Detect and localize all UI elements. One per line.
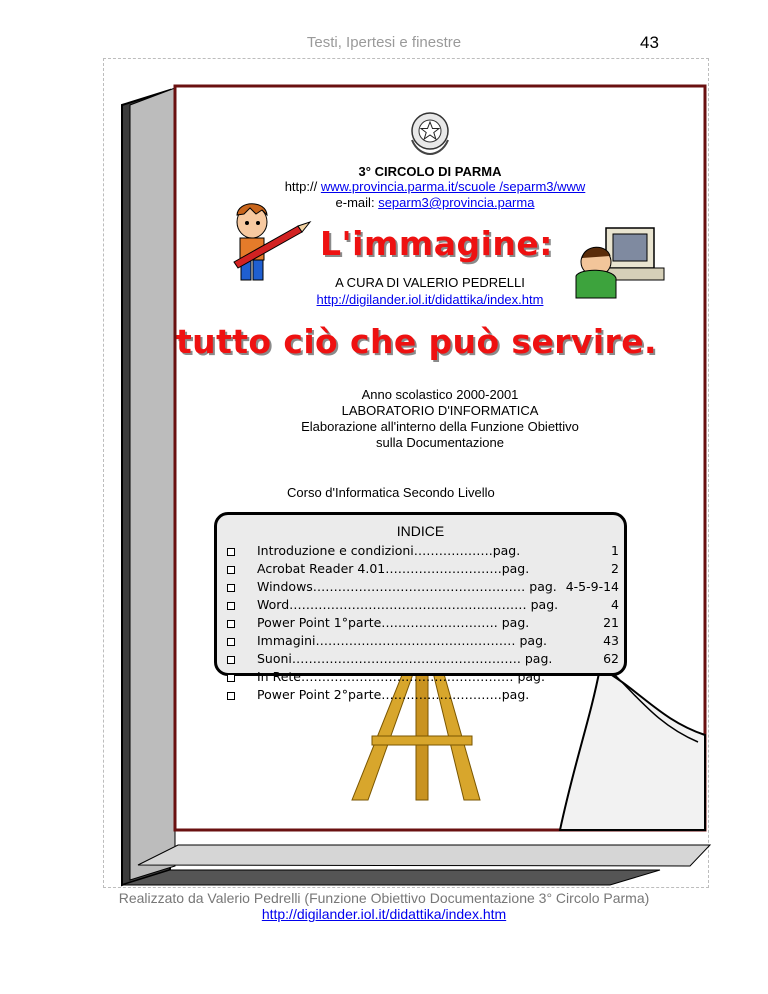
email-link[interactable]: separm3@provincia.parma bbox=[378, 195, 535, 210]
emblem-icon bbox=[412, 113, 448, 154]
bullet-icon bbox=[227, 692, 235, 700]
index-item bbox=[227, 668, 619, 686]
index-item-label: Acrobat Reader 4.01……………………….pag. bbox=[257, 561, 530, 576]
bullet-icon bbox=[227, 602, 235, 610]
info-line-4: sulla Documentazione bbox=[376, 435, 504, 450]
book-back-page bbox=[130, 88, 175, 880]
bullet-icon bbox=[227, 584, 235, 592]
index-box bbox=[214, 512, 627, 702]
cover-title: L'immagine: bbox=[320, 224, 553, 263]
index-item-label: In Rete…………………………………………… pag. bbox=[257, 669, 545, 684]
page-number: 43 bbox=[640, 33, 659, 52]
index-item-label: Word………………………………………………… pag. bbox=[257, 597, 559, 612]
index-item bbox=[227, 632, 619, 650]
index-item-page: 1 bbox=[611, 543, 619, 558]
cover-subtitle: tutto ciò che può servire. bbox=[176, 322, 657, 361]
index-item-label: Immagini………………………………………… pag. bbox=[257, 633, 547, 648]
email-line bbox=[215, 195, 655, 211]
bullet-icon bbox=[227, 566, 235, 574]
bullet-icon bbox=[227, 620, 235, 628]
author-url-link[interactable]: http://digilander.iol.it/didattika/index.htm bbox=[316, 292, 544, 307]
index-item bbox=[227, 560, 619, 578]
school-url-line bbox=[215, 179, 655, 195]
index-item-label: Power Point 1°parte………………………. pag. bbox=[257, 615, 530, 630]
index-item bbox=[227, 542, 619, 560]
footer-link-line bbox=[0, 906, 768, 922]
footer-credit: Realizzato da Valerio Pedrelli (Funzione Obiettivo Documentazione 3° Circolo Parma) bbox=[118, 890, 650, 906]
author-line: A CURA DI VALERIO PEDRELLI bbox=[335, 275, 525, 290]
index-list bbox=[227, 542, 619, 704]
course-title: Corso d'Informatica Secondo Livello bbox=[287, 485, 495, 500]
index-item-page: 43 bbox=[603, 633, 619, 648]
index-item-page: 21 bbox=[603, 615, 619, 630]
bullet-icon bbox=[227, 674, 235, 682]
school-name: 3° CIRCOLO DI PARMA bbox=[358, 164, 502, 179]
book-page-edge bbox=[138, 845, 710, 866]
school-url-link[interactable]: www.provincia.parma.it/scuole /separm3/www bbox=[320, 179, 586, 194]
info-line-2: LABORATORIO D'INFORMATICA bbox=[341, 403, 539, 418]
index-item-label: Power Point 2°parte………………………..pag. bbox=[257, 687, 530, 702]
index-item-page: 4-5-9-14 bbox=[565, 579, 619, 594]
footer-link[interactable]: http://digilander.iol.it/didattika/index.htm bbox=[261, 906, 507, 922]
index-item-label: Windows…………………………………………… pag. bbox=[257, 579, 557, 594]
url-prefix: http:// bbox=[284, 179, 318, 194]
info-line-3: Elaborazione all'interno della Funzione Obiettivo bbox=[301, 419, 579, 434]
index-item-label: Introduzione e condizioni……………….pag. bbox=[257, 543, 521, 558]
bullet-icon bbox=[227, 548, 235, 556]
author-url-line bbox=[260, 292, 600, 308]
email-label: e-mail: bbox=[335, 195, 375, 210]
book-bottom-edge bbox=[122, 870, 660, 885]
index-item-page: 2 bbox=[611, 561, 619, 576]
index-item-label: Suoni………………………………………………. pag. bbox=[257, 651, 553, 666]
running-header-title: Testi, Ipertesi e finestre bbox=[306, 34, 462, 51]
bullet-icon bbox=[227, 638, 235, 646]
index-item bbox=[227, 578, 619, 596]
index-item bbox=[227, 650, 619, 668]
index-item-page: 4 bbox=[611, 597, 619, 612]
index-item-page: 62 bbox=[603, 651, 619, 666]
index-title: INDICE bbox=[396, 523, 445, 539]
bullet-icon bbox=[227, 656, 235, 664]
index-item bbox=[227, 686, 619, 704]
info-line-1: Anno scolastico 2000-2001 bbox=[361, 387, 519, 402]
index-item bbox=[227, 614, 619, 632]
index-item bbox=[227, 596, 619, 614]
